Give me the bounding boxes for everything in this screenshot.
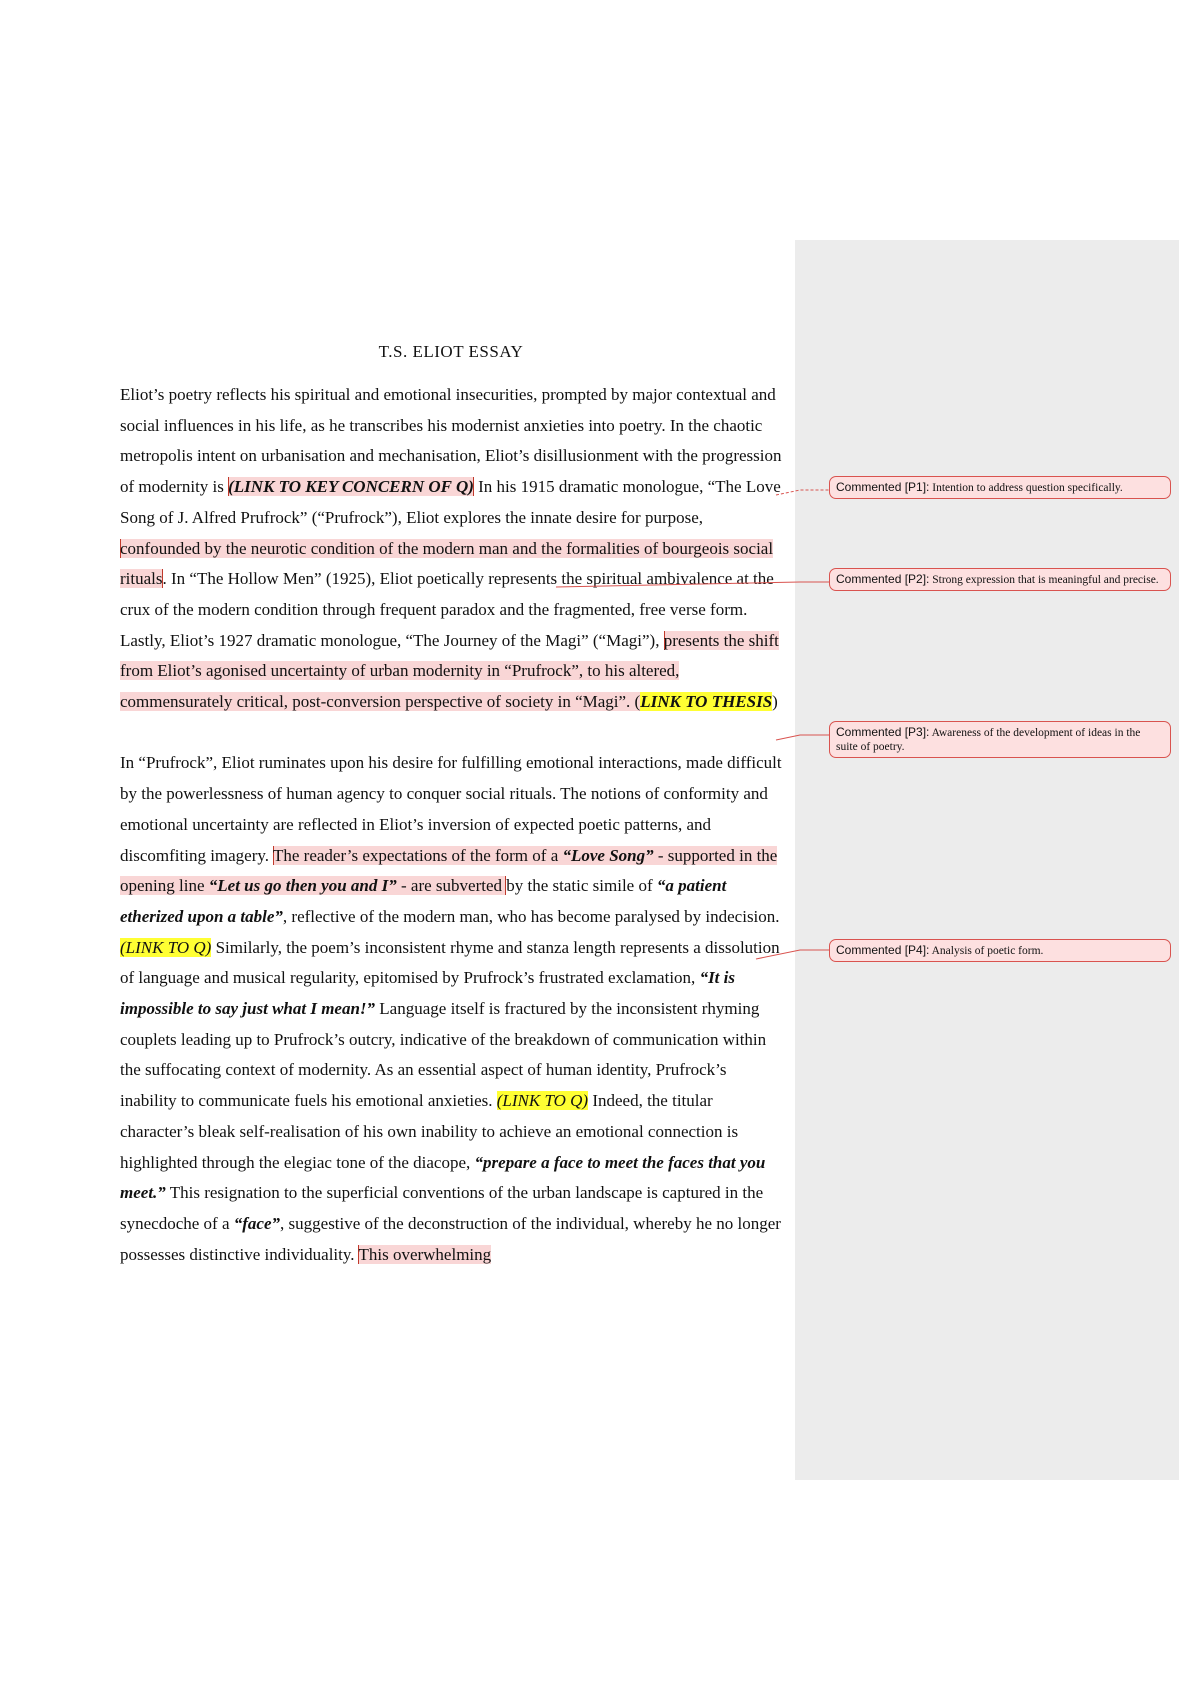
text-run: Similarly, the poem’s inconsistent rhyme and stanza length represents a dissolution of language and musical regularity, epitomised by Prufrock’s frustrated exclamation,: [120, 937, 780, 988]
text-run: Eliot’s poetry reflects his spiritual and emotional insecurities, prompted by major contextual and social influences in his life, as he transcribes his modernist anxieties into poetry. In the chaotic metropolis intent on urbanisation and mechanisation, Eliot’s disillusionment with the progression of modernity is: [120, 385, 782, 497]
comment-text: Analysis of poetic form.: [931, 945, 1044, 957]
link-note: LINK TO THESIS: [640, 692, 773, 712]
comment-anchor-p1[interactable]: [228, 477, 474, 496]
text-run: - supported in the opening line: [120, 845, 778, 896]
comment-text: Intention to address question specifically.: [932, 482, 1123, 494]
comment-label: Commented [P1]:: [836, 480, 930, 494]
text-run: Language itself is fractured by the inconsistent rhyming couplets leading up to Prufrock’s outcry, indicative of the breakdown of communication within the suffocating context of modernity. As an essential aspect of human identity, Prufrock’s inability to communicate fuels his emotional anxieties.: [120, 999, 767, 1111]
text-run: by the static simile of: [506, 876, 657, 896]
quote: “It is impossible to say just what I mean!”: [120, 968, 735, 1019]
text-run: - are subverted: [396, 876, 507, 896]
text-run: The reader’s expectations of the form of a: [272, 845, 563, 865]
quote: “Love Song”: [562, 845, 654, 865]
link-note: (LINK TO Q): [496, 1091, 589, 1111]
comment-pane: [795, 240, 1179, 1480]
comment-p4[interactable]: [829, 939, 1171, 962]
link-note: (LINK TO KEY CONCERN OF Q): [228, 477, 474, 497]
comment-anchor-p2[interactable]: confounded by the neurotic condition of the modern man and the formalities of bourgeois social rituals: [120, 538, 774, 589]
comment-p2[interactable]: [829, 568, 1171, 591]
text-run: In his 1915 dramatic monologue, “The Love Song of J. Alfred Prufrock” (“Prufrock”), Eliot explores the innate desire for purpose,: [120, 477, 781, 527]
quote: “a patient etherized upon a table”: [120, 876, 727, 926]
text-run: , reflective of the modern man, who has become paralysed by indecision.: [282, 906, 780, 926]
comment-p3[interactable]: [829, 721, 1171, 758]
text-run: This resignation to the superficial conventions of the urban landscape is captured in the synecdoche of a: [120, 1183, 764, 1233]
text-run: In “Prufrock”, Eliot ruminates upon his desire for fulfilling emotional interactions, made difficult by the powerlessness of human agency to conquer social rituals. The notions of conformity and emotional uncertainty are reflected in Eliot’s inversion of expected poetic patterns, and discomfiting imagery.: [120, 753, 782, 865]
comment-p1[interactable]: [829, 476, 1171, 499]
quote: “face”: [233, 1213, 281, 1233]
page-title: T.S. ELIOT ESSAY: [378, 342, 524, 361]
comment-text: Strong expression that is meaningful and precise.: [932, 574, 1159, 586]
text-run: . In “The Hollow Men” (1925), Eliot poetically represents the spiritual ambivalence at the crux of the modern condition through frequent paradox and the fragmented, free verse form. Lastly, Eliot’s 1927 dramatic monologue, “The Journey of the Magi” (“Magi”),: [120, 569, 774, 650]
comment-label: Commented [P4]:: [836, 943, 930, 957]
link-note: (LINK TO Q): [120, 937, 212, 957]
comment-text: Awareness of the development of ideas in the suite of poetry.: [836, 727, 1141, 753]
paragraph-prufrock: [120, 748, 784, 1270]
text-run: presents the shift from Eliot’s agonised uncertainty of urban modernity in “Prufrock”, to his altered, commensurately critical, post-conversion perspective of society in “Magi”. (: [120, 630, 779, 712]
comment-label: Commented [P2]:: [836, 572, 930, 586]
paragraph-intro: [120, 380, 784, 718]
quote: “Let us go then you and I”: [208, 876, 397, 896]
text-run: , suggestive of the deconstruction of the individual, whereby he no longer possesses distinctive individuality.: [120, 1213, 781, 1264]
document-body: [120, 380, 784, 1270]
quote: “prepare a face to meet the faces that you meet.”: [120, 1152, 766, 1203]
comment-anchor-p5[interactable]: This overwhelming: [358, 1244, 492, 1264]
comment-label: Commented [P3]:: [836, 725, 930, 739]
text-run: ): [772, 692, 778, 712]
text-run: Indeed, the titular character’s bleak self-realisation of his own inability to achieve an emotional connection is highlighted through the elegiac tone of the diacope,: [120, 1091, 739, 1172]
